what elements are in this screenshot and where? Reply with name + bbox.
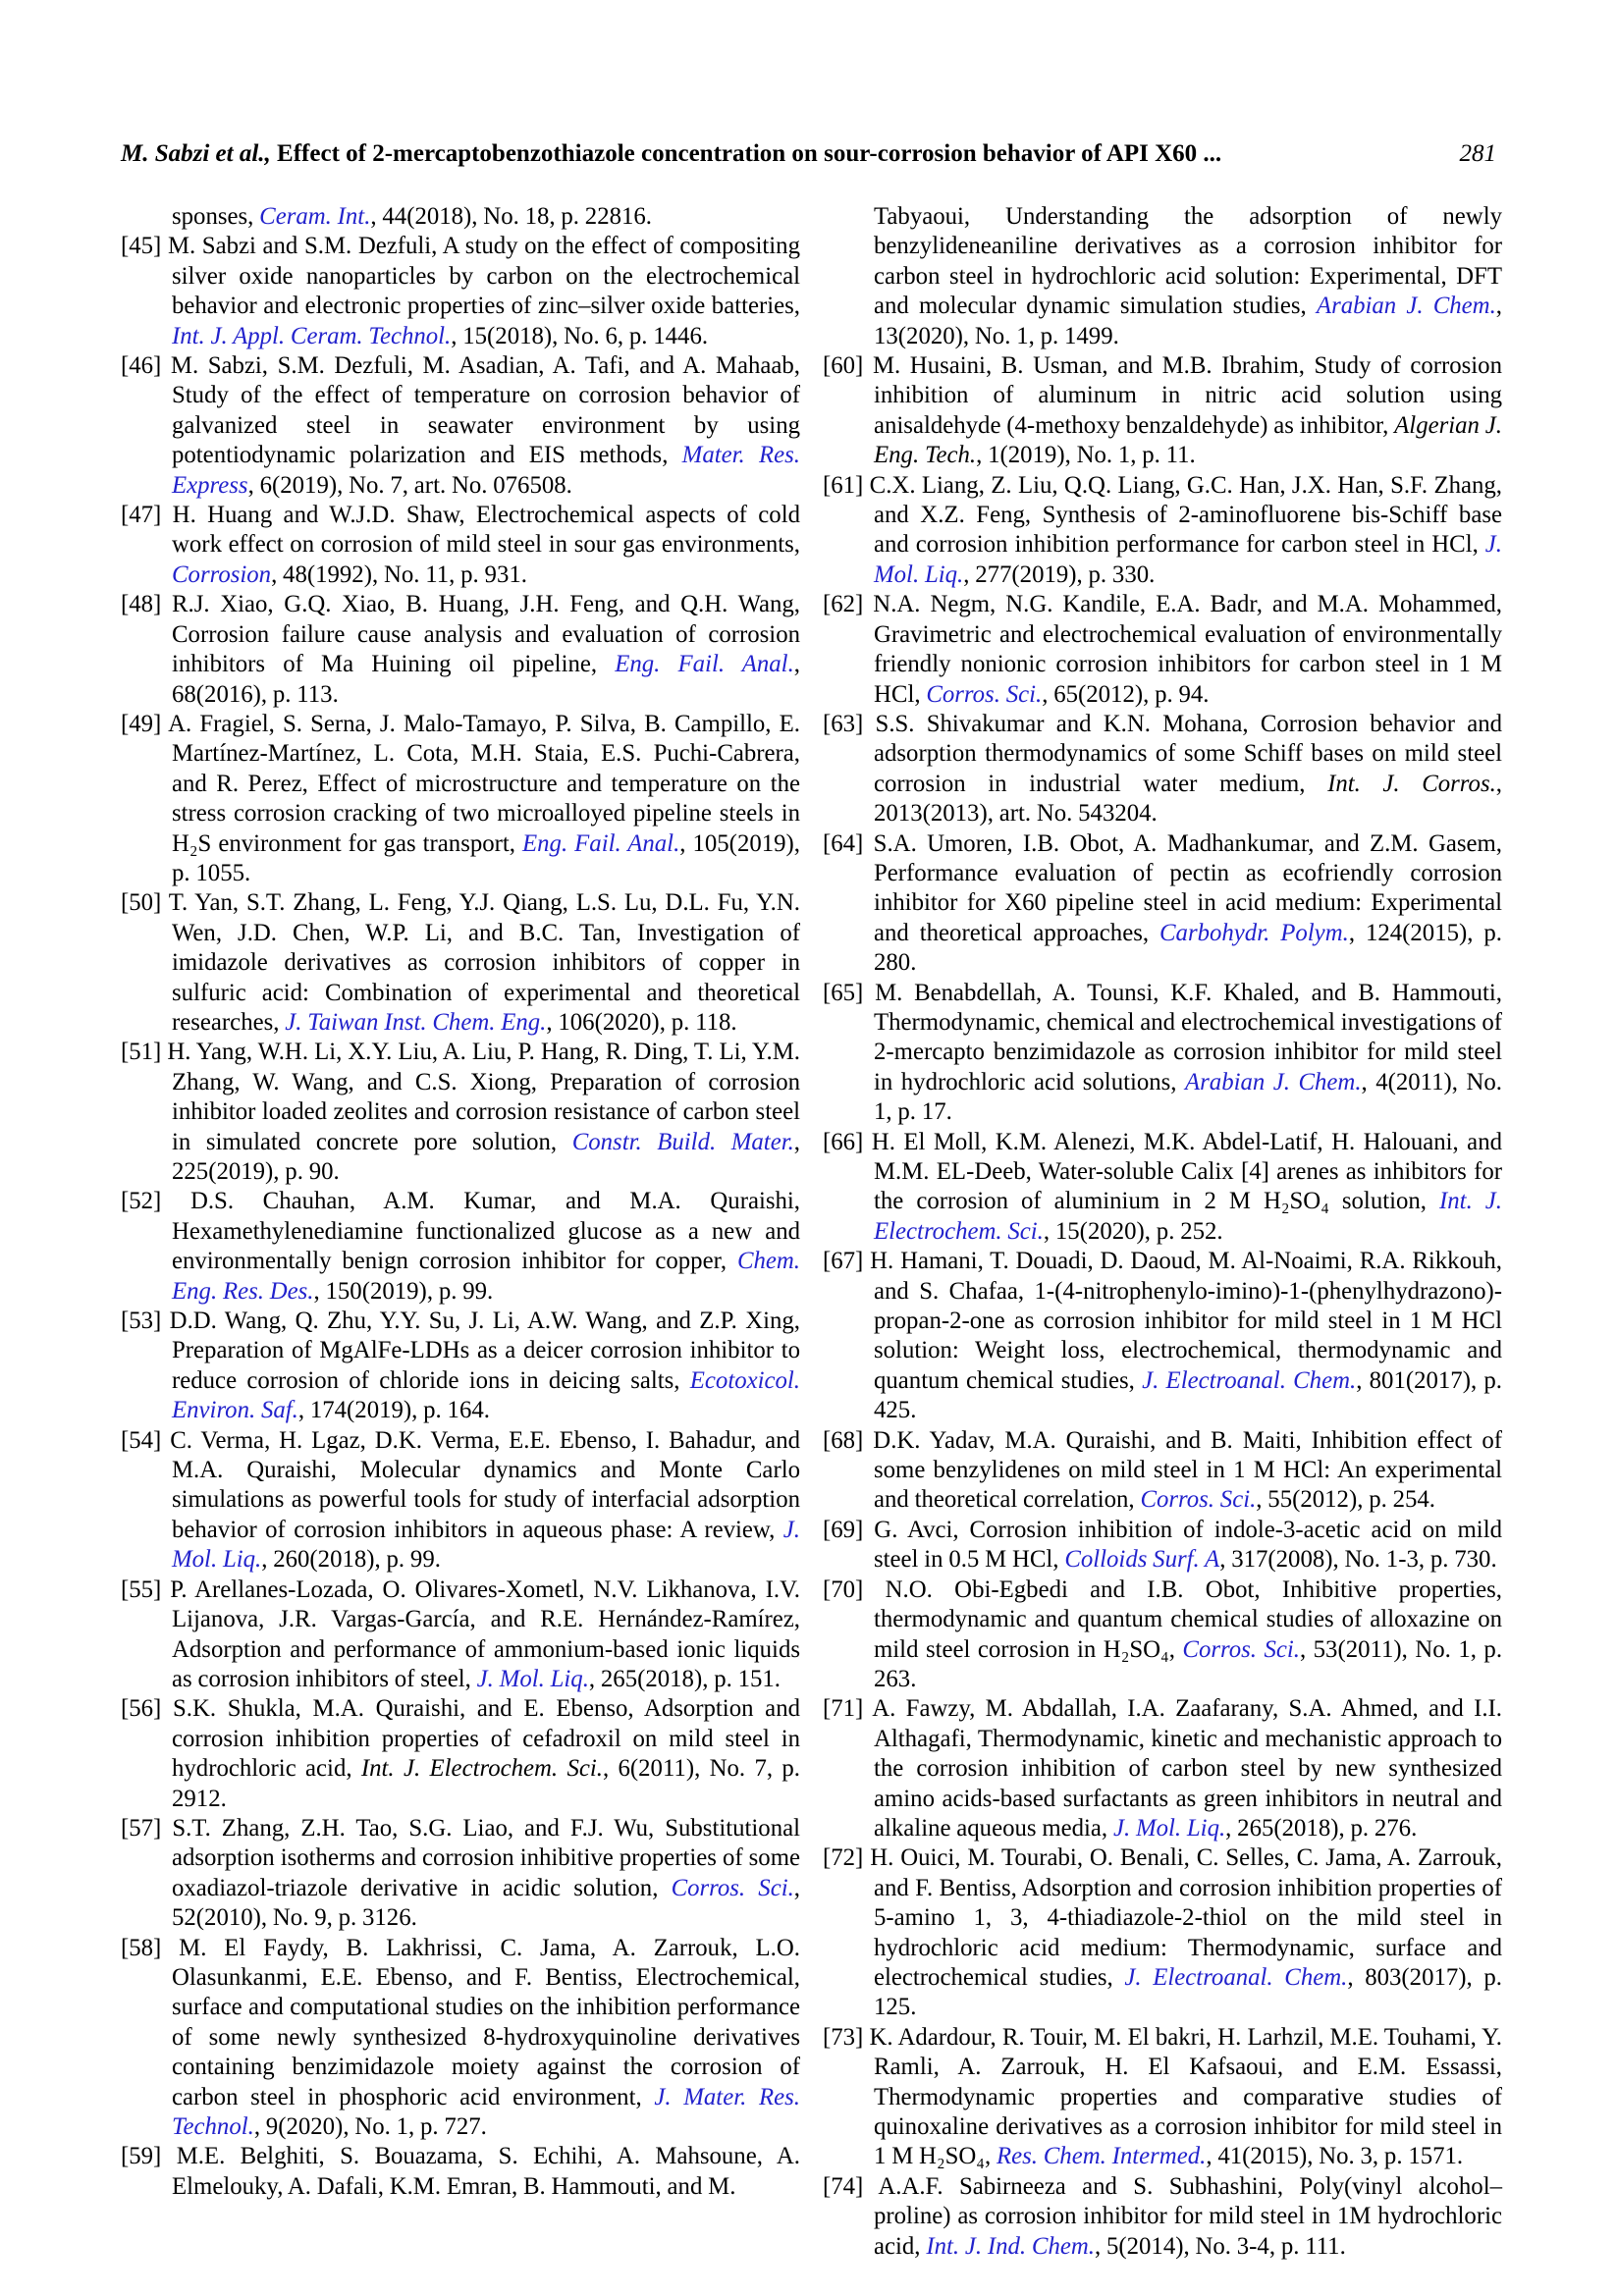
journal-link[interactable]: Corros. Sci. — [926, 680, 1043, 708]
references-section — [121, 202, 1502, 2262]
reference-text: , 4(2011), No. 1, p. 17. — [874, 1068, 1502, 1126]
reference-number: [57] — [121, 1814, 173, 1842]
reference-item — [121, 1038, 800, 1187]
journal-link[interactable]: J. Taiwan Inst. Chem. Eng. — [285, 1008, 547, 1036]
reference-text: M. Sabzi, S.M. Dezfuli, M. Asadian, A. Tafi, and A. Mahaab, Study of the effect of temperature on corrosion behavior of galvanized steel in seawater environment by using potentiodynamic polarization and EIS methods, — [170, 352, 800, 469]
reference-text: D.D. Wang, Q. Zhu, Y.Y. Su, J. Li, A.W. Wang, and Z.P. Xing, Preparation of MgAlFe-LDHs as a deicer corrosion inhibitor to reduce corrosion of chloride ions in deicing salts, — [169, 1308, 800, 1394]
reference-text: , 2013(2013), art. No. 543204. — [874, 770, 1502, 828]
reference-number: [73] — [823, 2023, 870, 2051]
page-header — [121, 139, 1502, 169]
journal-link[interactable]: J. Electroanal. Chem. — [1142, 1366, 1357, 1394]
reference-number: [49] — [121, 710, 169, 737]
reference-item — [823, 1247, 1502, 1425]
reference-text: , 260(2018), p. 99. — [261, 1546, 441, 1574]
reference-item — [823, 2023, 1502, 2172]
reference-text: , 1(2019), No. 1, p. 11. — [976, 442, 1196, 469]
reference-text: S.S. Shivakumar and K.N. Mohana, Corrosion behavior and adsorption thermodynamics of some Schiff bases on mild steel corrosion in industrial water medium, — [874, 710, 1502, 797]
reference-item — [121, 2142, 800, 2202]
reference-number: [70] — [823, 1575, 886, 1603]
page-number: 281 — [1459, 140, 1496, 167]
reference-text: D.S. Chauhan, A.M. Kumar, and M.A. Quraishi, Hexamethylenediamine functionalized glucose as a new and environmentally benign corrosion inhibitor for copper, — [172, 1188, 800, 1275]
reference-number: [59] — [121, 2143, 177, 2170]
reference-text: , 65(2012), p. 94. — [1042, 680, 1210, 708]
reference-text: , 265(2018), p. 151. — [588, 1665, 781, 1692]
reference-number: [55] — [121, 1575, 171, 1603]
reference-item — [823, 1694, 1502, 1843]
journal-link[interactable]: Corros. Sci. — [671, 1874, 794, 1901]
reference-number: [58] — [121, 1934, 180, 1961]
reference-number: [64] — [823, 829, 874, 857]
reference-text: , 124(2015), p. 280. — [874, 919, 1503, 977]
journal-link[interactable]: Corros. Sci. — [1140, 1486, 1257, 1514]
journal-link[interactable]: Mater. Res. Express — [172, 442, 800, 499]
reference-item — [823, 1575, 1502, 1695]
journal-link[interactable]: Res. Chem. Intermed. — [996, 2143, 1207, 2170]
reference-text: C. Verma, H. Lgaz, D.K. Verma, E.E. Ebenso, I. Bahadur, and M.A. Quraishi, Molecular dynamics and Monte Carlo simulations as powerful tools for study of interfacial adsorption behavior of corrosion inhibitors in aqueous phase: A review, — [170, 1426, 800, 1543]
journal-link[interactable]: J. Mater. Res. Technol. — [172, 2083, 800, 2140]
reference-item — [121, 1426, 800, 1575]
reference-text: G. Avci, Corrosion inhibition of indole-3-acetic acid on mild steel in 0.5 M HCl, — [874, 1516, 1502, 1574]
reference-number: [62] — [823, 591, 874, 618]
reference-continuation — [121, 202, 800, 232]
reference-item — [121, 501, 800, 590]
reference-number: [46] — [121, 352, 171, 380]
reference-number: [52] — [121, 1188, 190, 1215]
journal-link[interactable]: J. Mol. Liq. — [1112, 1814, 1226, 1842]
journal-link[interactable]: Ecotoxicol. Environ. Saf. — [172, 1366, 800, 1424]
reference-text: D.K. Yadav, M.A. Quraishi, and B. Maiti, Inhibition effect of some benzylidenes on mild steel in 1 M HCl: An experimental and theoretical correlation, — [873, 1426, 1502, 1514]
reference-number: [61] — [823, 471, 870, 499]
reference-text: , 44(2018), No. 18, p. 22816. — [370, 203, 652, 230]
reference-text: P. Arellanes-Lozada, O. Olivares-Xometl, N.V. Likhanova, I.V. Lijanova, J.R. Vargas-García, and R.E. Hernández-Ramírez, Adsorption and performance of ammonium-based ionic liquids as corrosion inhibitors of steel, — [170, 1575, 800, 1692]
reference-text: , 803(2017), p. 125. — [874, 1963, 1502, 2021]
reference-text: , 265(2018), p. 276. — [1225, 1814, 1418, 1842]
reference-text: S.K. Shukla, M.A. Quraishi, and E. Ebenso, Adsorption and corrosion inhibition properties of cefadroxil on mild steel in hydrochloric acid, — [172, 1695, 800, 1783]
journal-link[interactable]: Int. J. Appl. Ceram. Technol. — [172, 322, 452, 349]
reference-number: [67] — [823, 1248, 871, 1275]
references-column-left — [121, 202, 800, 2262]
reference-text: N.A. Negm, N.G. Kandile, E.A. Badr, and M.A. Mohammed, Gravimetric and electrochemical evaluation of environmentally friendly nonionic corrosion inhibitors for carbon steel in 1 M HCl, — [873, 591, 1502, 708]
reference-text: C.X. Liang, Z. Liu, Q.Q. Liang, G.C. Han, J.X. Han, S.F. Zhang, and X.Z. Feng, Synthesis of 2-aminofluorene bis-Schiff base and corrosion inhibition performance for carbon steel in HCl, — [869, 471, 1502, 559]
reference-number: [74] — [823, 2172, 879, 2200]
reference-item — [823, 351, 1502, 471]
reference-item — [823, 590, 1502, 710]
journal-link[interactable]: Carbohydr. Polym. — [1159, 919, 1349, 946]
reference-number: [51] — [121, 1039, 168, 1066]
reference-text: K. Adardour, R. Touir, M. El bakri, H. Larhzil, M.E. Touhami, Y. Ramli, A. Zarrouk, H. El Kafsaoui, and E.M. Essassi, Thermodynamic properties and comparative studies of quinoxaline derivatives as a corrosion inhibitor for mild steel in 1 M H₂SO₄, — [869, 2023, 1502, 2170]
reference-number: [63] — [823, 710, 876, 737]
journal-link[interactable]: Int. J. Ind. Chem. — [926, 2232, 1095, 2260]
reference-text: S.A. Umoren, I.B. Obot, A. Madhankumar, and Z.M. Gasem, Performance evaluation of pectin as ecofriendly corrosion inhibitor for X60 pipeline steel in acid medium: Experimental and theoretical approaches, — [873, 829, 1502, 946]
reference-text: , 6(2011), No. 7, p. 2912. — [172, 1755, 801, 1812]
journal-link[interactable]: J. Mol. Liq. — [476, 1665, 589, 1692]
reference-number: [47] — [121, 502, 173, 529]
reference-text: , 53(2011), No. 1, p. 263. — [874, 1635, 1503, 1692]
reference-text: , 150(2019), p. 99. — [313, 1277, 494, 1305]
reference-text: M. Husaini, B. Usman, and M.B. Ibrahim, Study of corrosion inhibition of aluminum in nitric acid solution using anisaldehyde (4-methoxy benzaldehyde) as inhibitor, — [872, 352, 1502, 439]
reference-text: H. Yang, W.H. Li, X.Y. Liu, A. Liu, P. Hang, R. Ding, T. Li, Y.M. Zhang, W. Wang, and C.S. Xiong, Preparation of corrosion inhibitor loaded zeolites and corrosion resistance of carbon steel in simulated concrete pore solution, — [167, 1039, 800, 1155]
reference-text: , 277(2019), p. 330. — [963, 561, 1156, 588]
reference-item — [121, 1814, 800, 1934]
reference-text: , 174(2019), p. 164. — [297, 1397, 490, 1424]
reference-text: , 48(1992), No. 11, p. 931. — [271, 561, 527, 588]
reference-text: , 6(2019), No. 7, art. No. 076508. — [247, 471, 572, 499]
journal-link[interactable]: Int. J. Electrochem. Sci. — [874, 1188, 1503, 1245]
reference-text: N.O. Obi-Egbedi and I.B. Obot, Inhibitive properties, thermodynamic and quantum chemical studies of alloxazine on mild steel corrosion in H₂SO₄, — [874, 1575, 1502, 1663]
journal-link[interactable]: Corrosion — [172, 561, 272, 588]
reference-text: H. Ouici, M. Tourabi, O. Benali, C. Selles, C. Jama, A. Zarrouk, and F. Bentiss, Adsorption and corrosion inhibition properties of 5-amino 1, 3, 4-thiadiazole-2-thiol on the mild steel in hydrochloric acid medium: Thermodynamic, surface and electrochemical studies, — [870, 1844, 1502, 1991]
reference-text: , 68(2016), p. 113. — [172, 651, 800, 708]
reference-text: , 55(2012), p. 254. — [1256, 1486, 1435, 1514]
reference-text: H. El Moll, K.M. Alenezi, M.K. Abdel-Latif, H. Halouani, and M.M. EL-Deeb, Water-soluble Calix [4] arenes as inhibitors for the corrosion of aluminium in 2 M H₂SO₄ solution, — [871, 1128, 1502, 1215]
reference-text: M.E. Belghiti, S. Bouazama, S. Echihi, A. Mahsoune, A. Elmelouky, A. Dafali, K.M. Emran, B. Hammouti, and M. — [172, 2143, 800, 2200]
reference-number: [50] — [121, 889, 169, 917]
reference-item — [823, 2172, 1502, 2262]
reference-item — [121, 1934, 800, 2143]
reference-number: [53] — [121, 1308, 170, 1335]
reference-text: A.A.F. Sabirneeza and S. Subhashini, Poly(vinyl alcohol–proline) as corrosion inhibitor for mild steel in 1M hydrochloric acid, — [874, 2172, 1502, 2260]
reference-text: S.T. Zhang, Z.H. Tao, S.G. Liao, and F.J. Wu, Substitutional adsorption isotherms and corrosion inhibitive properties of some oxadiazol-triazole derivative in acidic solution, — [172, 1814, 800, 1901]
reference-text: A. Fawzy, M. Abdallah, I.A. Zaafarany, S.A. Ahmed, and I.I. Althagafi, Thermodynamic, kinetic and mechanistic approach to the corrosion inhibition of carbon steel by new synthesized amino acids-based surfactants as green inhibitors in neutral and alkaline aqueous media, — [872, 1695, 1502, 1842]
reference-item — [121, 1307, 800, 1426]
reference-item — [121, 888, 800, 1038]
reference-text: M. El Faydy, B. Lakhrissi, C. Jama, A. Zarrouk, L.O. Olasunkanmi, E.E. Ebenso, and F. Bentiss, Electrochemical, surface and computational studies on the inhibition performance of some newly synthesized 8-hydroxyquinoline derivatives containing benzimidazole moiety against the corrosion of carbon steel in phosphoric acid environment, — [172, 1934, 800, 2110]
reference-text: , 105(2019), p. 1055. — [172, 829, 800, 886]
reference-number: [56] — [121, 1695, 173, 1723]
reference-text: A. Fragiel, S. Serna, J. Malo-Tamayo, P. Silva, B. Campillo, E. Martínez-Martínez, L. Cota, M.H. Staia, E.S. Puchi-Cabrera, and R. Perez, Effect of microstructure and temperature on the stress corrosion cracking of two microalloyed pipeline steels in H₂S environment for gas transport, — [168, 710, 801, 857]
journal-name: Algerian J. Eng. Tech. — [874, 411, 1502, 469]
reference-number: [45] — [121, 233, 168, 260]
reference-number: [69] — [823, 1516, 875, 1543]
reference-item — [121, 590, 800, 710]
reference-text: , 5(2014), No. 3-4, p. 111. — [1094, 2232, 1346, 2260]
reference-text: , 9(2020), No. 1, p. 727. — [253, 2113, 487, 2140]
reference-item — [823, 1426, 1502, 1516]
reference-text: H. Hamani, T. Douadi, D. Daoud, M. Al-Noaimi, R.A. Rikkouh, and S. Chafaa, 1-(4-nitrophenylo-imino)-1-(phenylhydrazono)-propan-2-one as corrosion inhibitor for mild steel in 1 M HCl solution: Weight loss, electrochemical, thermodynamic and quantum chemical studies, — [870, 1248, 1502, 1394]
reference-text: M. Sabzi and S.M. Dezfuli, A study on the effect of compositing silver oxide nanoparticles by carbon on the electrochemical behavior and electronic properties of zinc–silver oxide batteries, — [167, 233, 800, 320]
reference-number: [65] — [823, 979, 876, 1006]
reference-item — [823, 1128, 1502, 1248]
reference-number: [60] — [823, 352, 873, 380]
reference-item — [121, 1694, 800, 1814]
journal-name: Int. J. Corros. — [1327, 770, 1496, 797]
journal-link[interactable]: Eng. Fail. Anal. — [522, 829, 680, 857]
reference-text: , 317(2008), No. 1-3, p. 730. — [1219, 1546, 1497, 1574]
reference-text: , 41(2015), No. 3, p. 1571. — [1206, 2143, 1464, 2170]
reference-text: R.J. Xiao, G.Q. Xiao, B. Huang, J.H. Feng, and Q.H. Wang, Corrosion failure cause analysis and evaluation of corrosion inhibitors of Ma Huining oil pipeline, — [171, 591, 800, 678]
reference-continuation — [823, 202, 1502, 351]
journal-link[interactable]: Corros. Sci. — [1182, 1635, 1300, 1663]
journal-link[interactable]: Constr. Build. Mater. — [571, 1128, 794, 1155]
reference-number: [54] — [121, 1426, 171, 1454]
journal-link[interactable]: Arabian J. Chem. — [1316, 293, 1496, 320]
reference-item — [823, 471, 1502, 591]
reference-text: , 801(2017), p. 425. — [874, 1366, 1502, 1424]
reference-text: , 225(2019), p. 90. — [172, 1128, 800, 1185]
reference-item — [121, 1187, 800, 1307]
running-title-text: Effect of 2-mercaptobenzothiazole concentration on sour-corrosion behavior of API X60 ... — [277, 140, 1222, 167]
reference-number: [66] — [823, 1128, 872, 1155]
reference-text: , 106(2020), p. 118. — [546, 1008, 737, 1036]
journal-link[interactable]: J. Mol. Liq. — [874, 531, 1502, 588]
reference-text: H. Huang and W.J.D. Shaw, Electrochemical aspects of cold work effect on corrosion of mild steel in sour gas environments, — [172, 502, 800, 559]
journal-link[interactable]: Ceram. Int. — [259, 203, 371, 230]
reference-item — [121, 351, 800, 501]
journal-link[interactable]: Chem. Eng. Res. Des. — [172, 1248, 800, 1305]
reference-text: , 15(2020), p. 252. — [1043, 1217, 1223, 1245]
reference-text: Tabyaoui, Understanding the adsorption of newly benzylideneaniline derivatives as a corrosion inhibitor for carbon steel in hydrochloric acid solution: Experimental, DFT and molecular dynamic simulation studies, — [874, 203, 1502, 320]
reference-text: , 52(2010), No. 9, p. 3126. — [172, 1874, 800, 1932]
reference-text: T. Yan, S.T. Zhang, L. Feng, Y.J. Qiang, L.S. Lu, D.L. Fu, Y.N. Wen, J.D. Chen, W.P. Li, and B.C. Tan, Investigation of imidazole derivatives as corrosion inhibitors of copper in sulfuric acid: Combination of experimental and theoretical researches, — [168, 889, 800, 1036]
journal-link[interactable]: Arabian J. Chem. — [1185, 1068, 1362, 1095]
references-column-right — [823, 202, 1502, 2262]
reference-number: [71] — [823, 1695, 873, 1723]
reference-item — [823, 710, 1502, 829]
reference-item — [823, 1516, 1502, 1575]
running-title — [121, 139, 1221, 169]
reference-number: [68] — [823, 1426, 874, 1454]
reference-text: M. Benabdellah, A. Tounsi, K.F. Khaled, and B. Hammouti, Thermodynamic, chemical and electrochemical investigations of 2-mercapto benzimidazole as corrosion inhibitor for mild steel in hydrochloric acid solutions, — [874, 979, 1502, 1095]
reference-item — [823, 979, 1502, 1128]
reference-text: , 13(2020), No. 1, p. 1499. — [874, 293, 1502, 349]
reference-item — [823, 1843, 1502, 2022]
reference-item — [121, 1575, 800, 1695]
journal-name: Int. J. Electrochem. Sci. — [360, 1755, 603, 1783]
journal-link[interactable]: J. Electroanal. Chem. — [1124, 1963, 1348, 1991]
running-title-authors: M. Sabzi et al., — [121, 140, 271, 167]
reference-item — [121, 710, 800, 888]
journal-link[interactable]: Eng. Fail. Anal. — [615, 651, 794, 678]
journal-link[interactable]: J. Mol. Liq. — [172, 1516, 800, 1574]
reference-item — [823, 829, 1502, 979]
reference-number: [48] — [121, 591, 172, 618]
reference-item — [121, 232, 800, 351]
reference-number: [72] — [823, 1844, 871, 1872]
reference-text: , 15(2018), No. 6, p. 1446. — [451, 322, 709, 349]
journal-link[interactable]: Colloids Surf. A — [1064, 1546, 1220, 1574]
reference-text: sponses, — [172, 203, 260, 230]
